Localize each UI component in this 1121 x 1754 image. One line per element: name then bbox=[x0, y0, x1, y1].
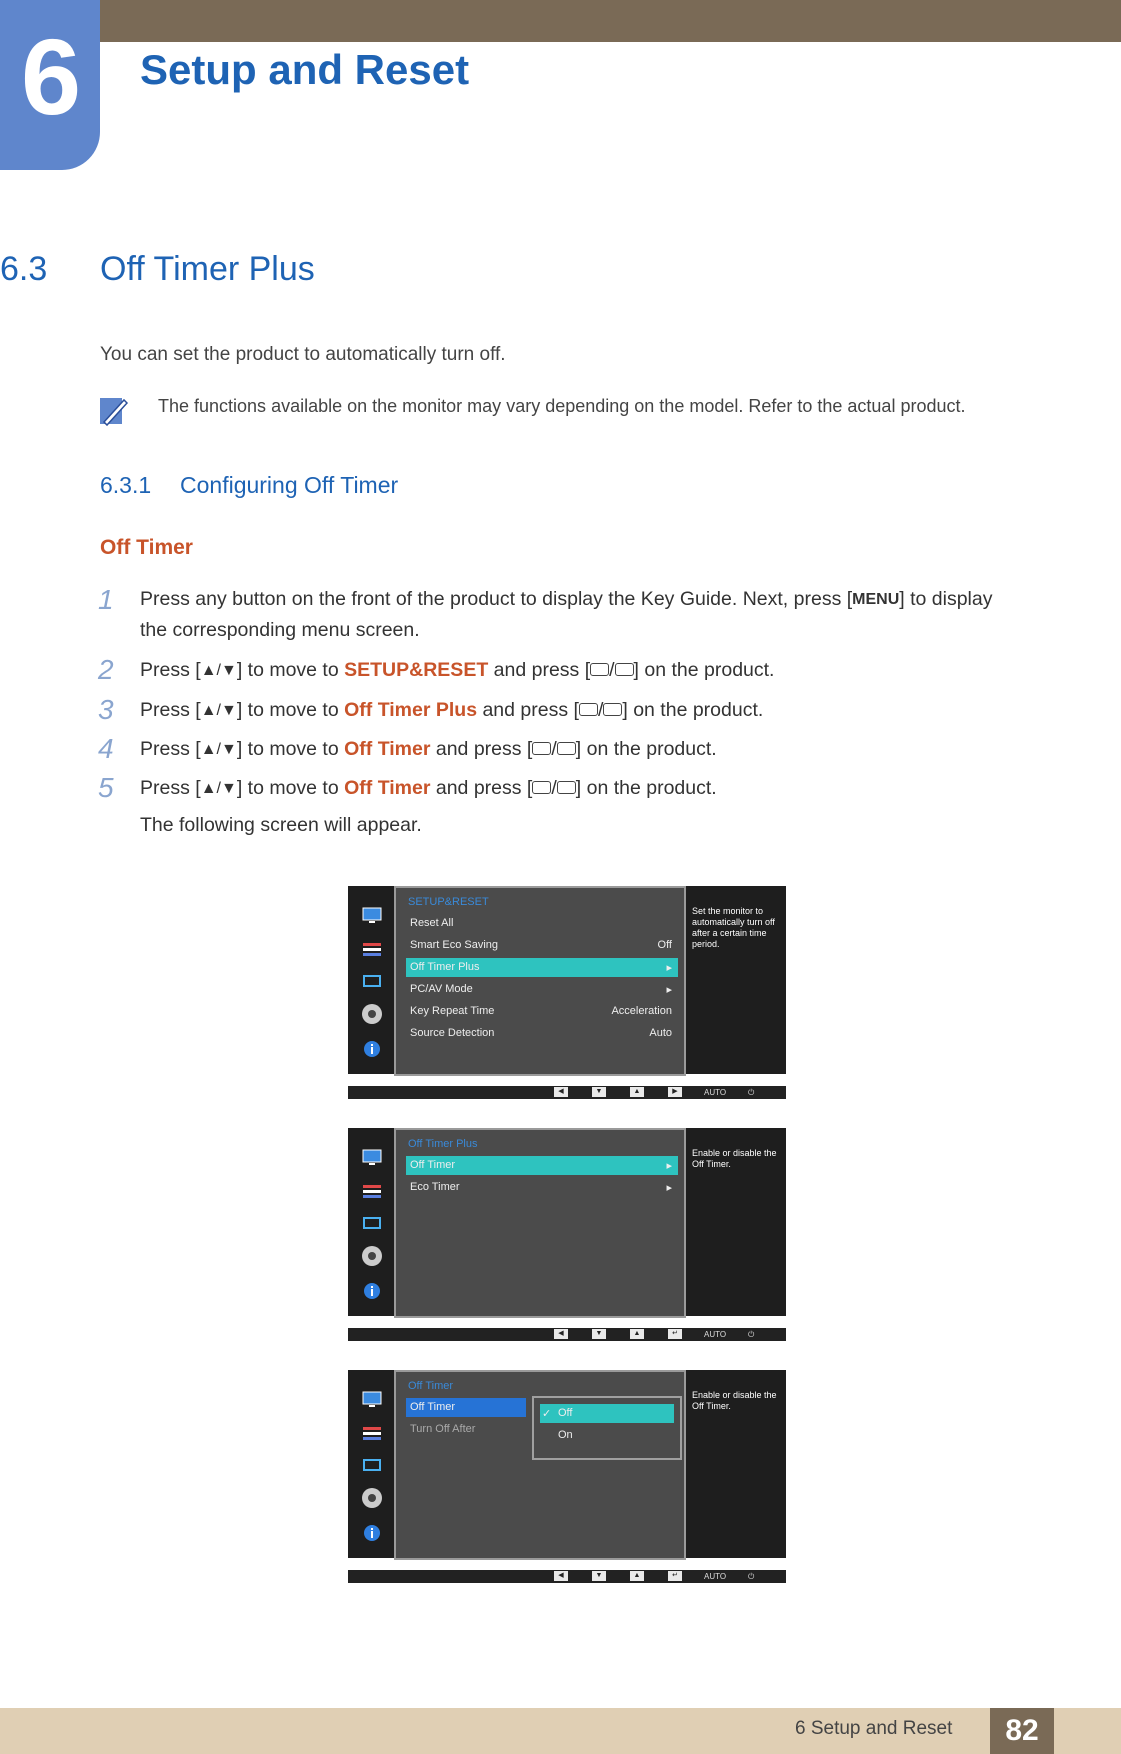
osd-menu-panel bbox=[394, 1370, 686, 1560]
menu-item-off-timer-plus[interactable]: Off Timer Plus ▸ bbox=[406, 958, 678, 977]
up-key-icon[interactable]: ▲ bbox=[630, 1087, 644, 1097]
osd-help-panel bbox=[686, 1370, 786, 1558]
right-key-icon[interactable]: ▶ bbox=[668, 1087, 682, 1097]
chapter-number: 6 bbox=[20, 16, 82, 137]
menu-item-off-timer[interactable]: Off Timer bbox=[406, 1398, 526, 1417]
enter-key-icon bbox=[557, 781, 576, 794]
osd-help-panel bbox=[686, 1128, 786, 1316]
subsection-title: Configuring Off Timer bbox=[180, 472, 399, 498]
following-text: The following screen will appear. bbox=[140, 814, 422, 836]
chapter-title: Setup and Reset bbox=[140, 46, 470, 93]
intro-text: You can set the product to automatically turn off. bbox=[100, 344, 506, 365]
menu-item-key-repeat-time[interactable]: Key Repeat Time Acceleration bbox=[410, 1005, 672, 1017]
option-on[interactable]: On bbox=[558, 1429, 573, 1441]
up-key-icon[interactable]: ▲ bbox=[630, 1571, 644, 1581]
menu-item-eco-timer[interactable]: Eco Timer ▸ bbox=[410, 1181, 672, 1194]
step-text: Press [▲/▼] to move to Off Timer and press [ / ] on the product. bbox=[140, 734, 717, 765]
menu-key-icon: MENU bbox=[852, 591, 900, 609]
osd-menu-panel bbox=[394, 1128, 686, 1318]
up-down-arrow-icon: ▲/▼ bbox=[200, 741, 237, 759]
size-position-icon bbox=[361, 1456, 383, 1474]
osd-key-guide bbox=[348, 1328, 786, 1341]
down-key-icon[interactable]: ▼ bbox=[592, 1087, 606, 1097]
source-key-icon bbox=[532, 781, 551, 794]
picture-icon bbox=[361, 1390, 383, 1408]
enter-key-icon bbox=[615, 663, 634, 676]
gear-icon bbox=[361, 1486, 383, 1510]
section-number: 6.3 bbox=[0, 250, 48, 288]
left-key-icon[interactable]: ◀ bbox=[554, 1087, 568, 1097]
info-icon bbox=[361, 1524, 383, 1542]
note-icon bbox=[98, 394, 130, 428]
color-icon bbox=[361, 1424, 383, 1442]
osd-key-guide bbox=[348, 1570, 786, 1583]
size-position-icon bbox=[361, 972, 383, 990]
header-bar bbox=[0, 0, 1121, 42]
picture-icon bbox=[361, 906, 383, 924]
note-text: The functions available on the monitor may vary depending on the model. Refer to the actual product. bbox=[158, 396, 966, 416]
check-icon: ✓ bbox=[542, 1408, 552, 1420]
footer-text: 6 Setup and Reset bbox=[795, 1718, 953, 1739]
menu-item-off-timer[interactable]: Off Timer ▸ bbox=[406, 1156, 678, 1175]
up-down-arrow-icon: ▲/▼ bbox=[200, 780, 237, 798]
osd-screen-off-timer-plus bbox=[348, 1128, 786, 1342]
enter-key-icon bbox=[603, 703, 622, 716]
menu-item-pc-av-mode[interactable]: PC/AV Mode ▸ bbox=[410, 983, 672, 996]
source-key-icon bbox=[579, 703, 598, 716]
down-key-icon[interactable]: ▼ bbox=[592, 1571, 606, 1581]
subheading: Off Timer bbox=[100, 536, 193, 559]
info-icon bbox=[361, 1040, 383, 1058]
osd-key-guide bbox=[348, 1086, 786, 1099]
menu-item-reset-all[interactable]: Reset All bbox=[410, 917, 454, 929]
step-number: 1 bbox=[98, 584, 114, 615]
osd-menu-title: SETUP&RESET bbox=[408, 896, 489, 908]
auto-key-label[interactable]: AUTO bbox=[704, 1330, 727, 1339]
power-icon[interactable]: ⏻ bbox=[748, 1330, 755, 1339]
step-text: Press [▲/▼] to move to Off Timer and press [ / ] on the product. bbox=[140, 773, 717, 804]
osd-icon-column bbox=[348, 886, 394, 1074]
color-icon bbox=[361, 1182, 383, 1200]
step-text: Press any button on the front of the product to display the Key Guide. Next, press [MENU] to display the corresponding menu screen. bbox=[140, 584, 992, 646]
osd-help-text: Enable or disable the Off Timer. bbox=[692, 1148, 777, 1169]
option-popup bbox=[532, 1396, 682, 1460]
auto-key-label[interactable]: AUTO bbox=[704, 1572, 727, 1581]
step-number: 2 bbox=[98, 654, 114, 685]
left-key-icon[interactable]: ◀ bbox=[554, 1571, 568, 1581]
option-off[interactable]: ✓ Off bbox=[540, 1404, 674, 1423]
up-key-icon[interactable]: ▲ bbox=[630, 1329, 644, 1339]
enter-key-icon bbox=[557, 742, 576, 755]
auto-key-label[interactable]: AUTO bbox=[704, 1088, 727, 1097]
osd-screen-off-timer bbox=[348, 1370, 786, 1584]
step-number: 5 bbox=[98, 772, 114, 803]
osd-screen-setup-reset bbox=[348, 886, 786, 1100]
gear-icon bbox=[361, 1244, 383, 1268]
osd-help-panel bbox=[686, 886, 786, 1074]
power-icon[interactable]: ⏻ bbox=[748, 1572, 755, 1581]
osd-menu-panel bbox=[394, 886, 686, 1076]
step-text: Press [▲/▼] to move to SETUP&RESET and press [ / ] on the product. bbox=[140, 655, 774, 686]
footer-bar bbox=[0, 1708, 1121, 1754]
enter-key-icon[interactable]: ↵ bbox=[668, 1329, 682, 1339]
down-key-icon[interactable]: ▼ bbox=[592, 1329, 606, 1339]
up-down-arrow-icon: ▲/▼ bbox=[200, 702, 237, 720]
gear-icon bbox=[361, 1002, 383, 1026]
osd-help-text: Enable or disable the Off Timer. bbox=[692, 1390, 777, 1411]
power-icon[interactable]: ⏻ bbox=[748, 1088, 755, 1097]
page-number: 82 bbox=[990, 1708, 1054, 1754]
step-text: Press [▲/▼] to move to Off Timer Plus and press [ / ] on the product. bbox=[140, 695, 763, 726]
menu-item-turn-off-after[interactable]: Turn Off After bbox=[410, 1423, 476, 1435]
menu-item-source-detection[interactable]: Source Detection Auto bbox=[410, 1027, 672, 1039]
color-icon bbox=[361, 940, 383, 958]
osd-menu-title: Off Timer bbox=[408, 1380, 454, 1392]
picture-icon bbox=[361, 1148, 383, 1166]
step-number: 3 bbox=[98, 694, 114, 725]
osd-icon-column bbox=[348, 1128, 394, 1316]
osd-help-text: Set the monitor to automatically turn off after a certain time period. bbox=[692, 906, 775, 949]
osd-menu-title: Off Timer Plus bbox=[408, 1138, 478, 1150]
up-down-arrow-icon: ▲/▼ bbox=[200, 662, 237, 680]
left-key-icon[interactable]: ◀ bbox=[554, 1329, 568, 1339]
step-number: 4 bbox=[98, 733, 114, 764]
osd-icon-column bbox=[348, 1370, 394, 1558]
size-position-icon bbox=[361, 1214, 383, 1232]
subsection-number: 6.3.1 bbox=[100, 472, 152, 498]
info-icon bbox=[361, 1282, 383, 1300]
enter-key-icon[interactable]: ↵ bbox=[668, 1571, 682, 1581]
section-title: Off Timer Plus bbox=[100, 250, 315, 288]
menu-item-smart-eco-saving[interactable]: Smart Eco Saving Off bbox=[410, 939, 672, 951]
source-key-icon bbox=[532, 742, 551, 755]
source-key-icon bbox=[590, 663, 609, 676]
